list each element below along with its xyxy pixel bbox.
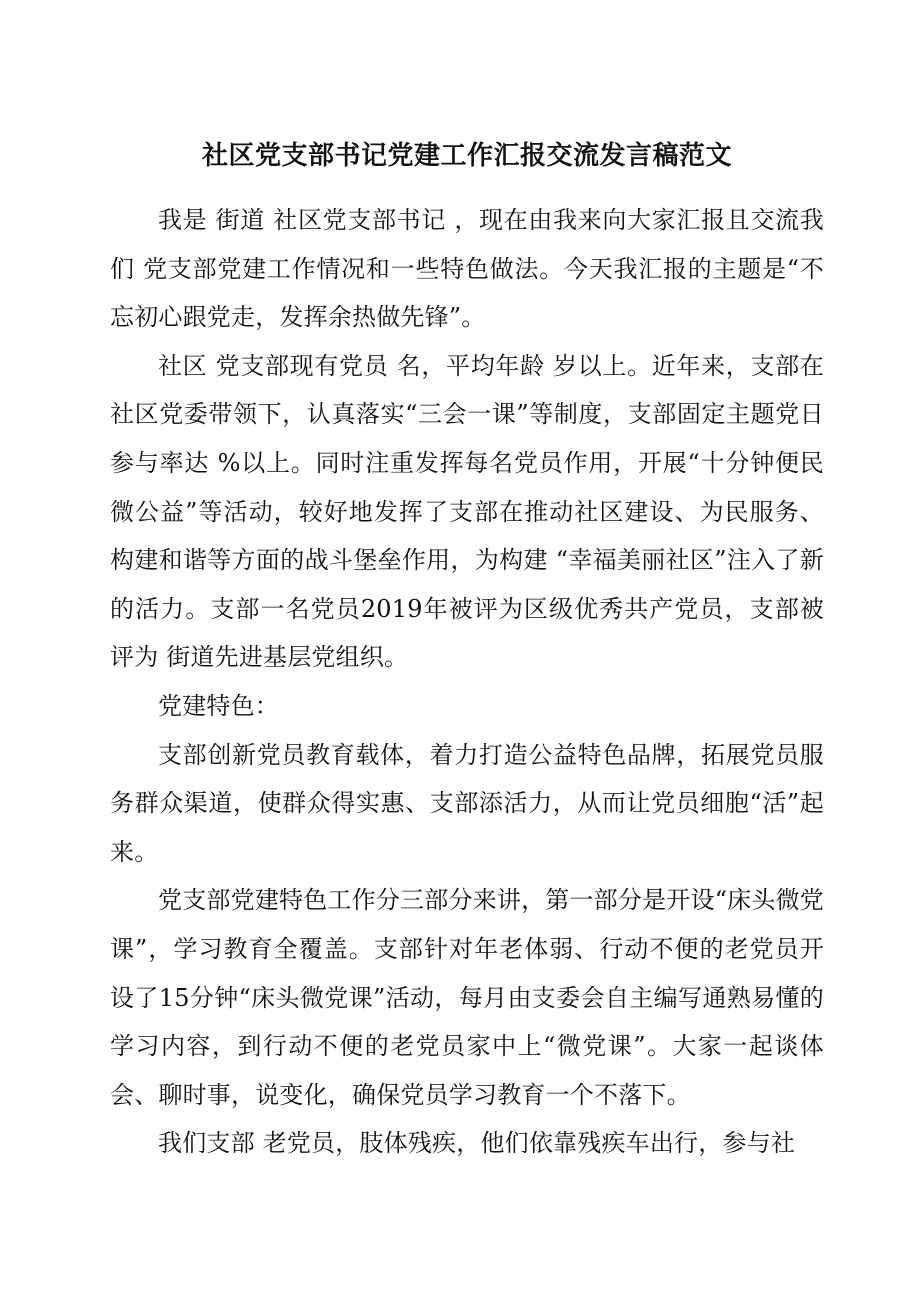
paragraph-bedside-lesson: 党支部党建特色工作分三部分来讲，第一部分是开设“床头微党课”，学习教育全覆盖。支部针对年老体弱、行动不便的老党员开设了15分钟“床头微党课”活动，每月由支委会自主编写通熟易懂的学习内容，到行动不便的老党员家中上“微党课”。大家一起谈体会、聊时事，说变化，确保党员学习教育一个不落下。 — [110, 886, 824, 1109]
document-title: 社区党支部书记党建工作汇报交流发言稿范文 — [201, 141, 732, 171]
paragraph-branch-overview: 社区 党支部现有党员 名，平均年龄 岁以上。近年来，支部在社区党委带领下，认真落实“三会一课”等制度，支部固定主题党日参与率达 %以上。同时注重发挥每名党员作用，开展“十分钟便民微公益”等活动，较好地发挥了支部在推动社区建设、为民服务、构建和谐等方面的战斗堡垒作用，为构建 “幸福美丽社区”注入了新的活力。支部一名党员2019年被评为区级优秀共产党员，支部被评为 街道先进基层党组织。 — [110, 351, 824, 672]
paragraph-heading-features: 党建特色： — [158, 691, 279, 720]
paragraph-intro: 我是 街道 社区党支部书记 ，现在由我来向大家汇报且交流我们 党支部党建工作情况和一些特色做法。今天我汇报的主题是“不忘初心跟党走，发挥余热做先锋”。 — [110, 206, 824, 332]
paragraph-features-summary: 支部创新党员教育载体，着力打造公益特色品牌，拓展党员服务群众渠道，使群众得实惠、支部添活力，从而让党员细胞“活”起来。 — [110, 740, 824, 866]
paragraph-elderly-members: 我们支部 老党员，肢体残疾，他们依靠残疾车出行，参与社 — [158, 1129, 796, 1158]
